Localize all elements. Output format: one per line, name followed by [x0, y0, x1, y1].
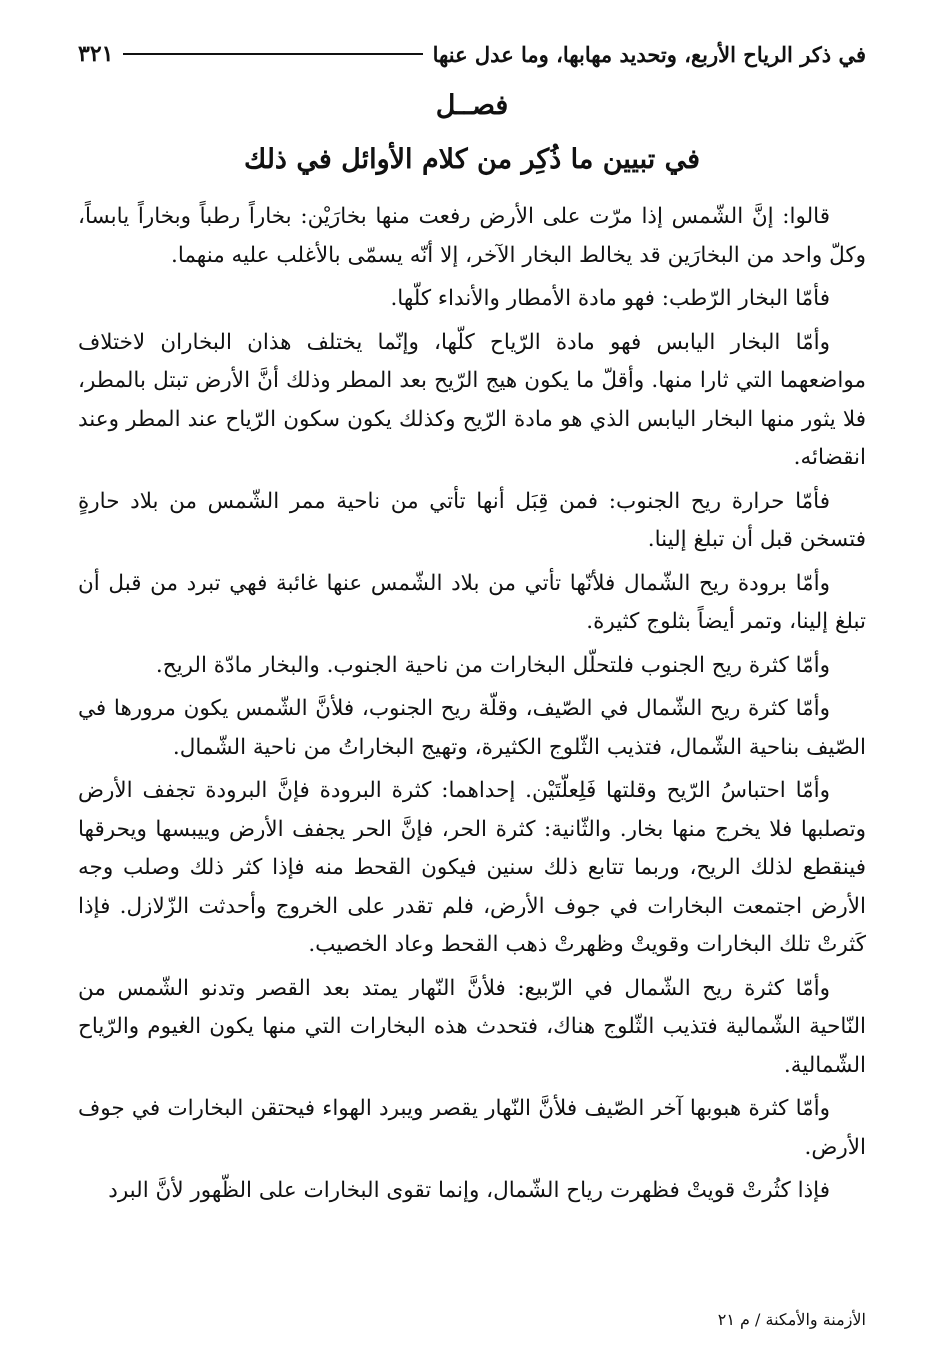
paragraph: وأمّا كثرة ريح الشّمال في الصّيف، وقلّة ريح الجنوب، فلأنَّ الشّمس يكون مرورها في الصّيف بناحية الشّمال، فتذيب الثّلوج الكثيرة، وتهيج البخاراتُ من ناحية الشّمال. — [78, 696, 866, 760]
paragraph: وأمّا البخار اليابس فهو مادة الرّياح كلّها، وإنّما يختلف هذان البخاران لاختلاف مواضعهما التي ثارا منها. وأقلّ ما يكون هيج الرّيح بعد المطر وذلك أنَّ الأرض تبتل بالمطر، فلا يثور منها البخار اليابس الذي هو مادة الرّيح وكذلك يكون سكون الرّياح عند المطر وعند انقضائه. — [78, 329, 866, 470]
paragraph: وأمّا برودة ريح الشّمال فلأنّها تأتي من بلاد الشّمس عنها غائبة فهي تبرد من قبل أن تبلغ إلينا، وتمر أيضاً بثلوج كثيرة. — [78, 570, 866, 634]
paragraph: وأمّا كثرة ريح الجنوب فلتحلّل البخارات من ناحية الجنوب. والبخار مادّة الريح. — [155, 652, 830, 678]
header-rule — [123, 53, 422, 55]
paragraph: وأمّا كثرة هبوبها آخر الصّيف فلأنَّ النّهار يقصر ويبرد الهواء فيحتقن البخارات في جوف الأرض. — [78, 1096, 866, 1160]
running-header-title: في ذكر الرياح الأربع، وتحديد مهابها، وما عدل عنها — [432, 41, 866, 67]
paragraph: فأمّا البخار الرّطب: فهو مادة الأمطار والأنداء كلّها. — [390, 286, 830, 311]
paragraph: فإذا كثُرتْ قويتْ فظهرت رياح الشّمال، وإنما تقوى البخارات على الظّهور لأنَّ البرد — [108, 1178, 830, 1203]
running-header — [78, 34, 866, 74]
book-page — [78, 34, 866, 1335]
paragraph: وأمّا كثرة ريح الشّمال في الرّبيع: فلأنَّ النّهار يمتد بعد القصر وتدنو الشّمس من النّاحية الشّمالية فتذيب الثّلوج هناك، فتحدث هذه البخارات التي منها يكون الغيوم والرّياح الشّمالية. — [78, 975, 866, 1078]
page-number: ٣٢١ — [78, 41, 114, 67]
paragraph: فأمّا حرارة ريح الجنوب: فمن قِبَل أنها تأتي من ناحية ممر الشّمس من بلاد حارةٍ فتسخن قبل أن تبلغ إلينا. — [78, 488, 866, 552]
section-subheading: في تبيين ما ذُكِر من كلام الأوائل في ذلك — [243, 144, 701, 175]
body-text — [78, 198, 866, 1211]
paragraph: وأمّا احتباسُ الرّيح وقلتها فَلِعلّتَيْن. إحداهما: كثرة البرودة فإنَّ البرودة تجفف الأرض وتصلبها فلا يخرج منها بخار. والثّانية: كثرة الحر، فإنَّ الحر يجفف الأرض وييبسها ويحرقها فينقطع لذلك الريح، وربما تتابع ذلك سنين فيكون القحط منه فإذا كثر ذلك وصلب وجه الأرض اجتمعت البخارات في جوف الأرض، فلم تقدر على الخروج وأحدثت الزّلازل. فإذا كَثرتْ تلك البخارات وقويتْ وظهرتْ ذهب القحط وعاد الخصيب. — [78, 778, 866, 957]
section-heading: فصــل — [435, 90, 509, 121]
paragraph: قالوا: إنَّ الشّمس إذا مرّت على الأرض رفعت منها بخارَيْن: بخاراً رطباً وبخاراً يابساً، وكلّ واحد من البخارَين قد يخالط البخار الآخر، إلا أنّه يسمّى بالأغلب عليه منهما. — [78, 204, 866, 268]
footer-signature: الأزمنة والأمكنة / م ٢١ — [717, 1310, 866, 1329]
